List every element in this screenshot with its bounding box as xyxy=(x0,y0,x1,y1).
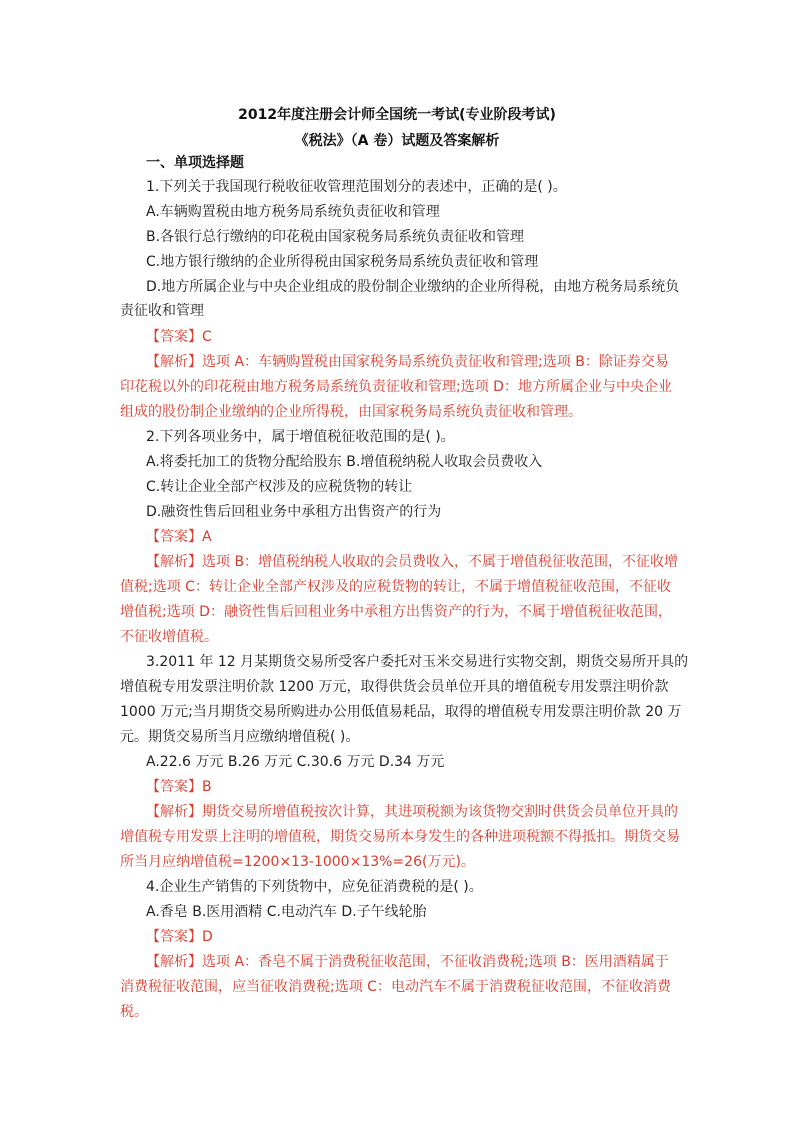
question-4-stem: 4.企业生产销售的下列货物中，应免征消费税的是( )。 xyxy=(146,879,483,895)
q3-explanation: 【解析】期货交易所增值税按次计算，其进项税额为该货物交割时供货会员单位开具的 xyxy=(146,804,678,820)
q2-options-ab: A.将委托加工的货物分配给股东 B.增值税纳税人收取会员费收入 xyxy=(146,454,543,470)
q4-options: A.香皂 B.医用酒精 C.电动汽车 D.子午线轮胎 xyxy=(146,904,427,920)
q2-explanation-cont: 值税;选项 C：转让企业全部产权涉及的应税货物的转让，不属于增值税征收范围，不征收 xyxy=(120,579,671,595)
q1-answer: 【答案】C xyxy=(146,329,212,345)
q4-answer: 【答案】D xyxy=(146,929,213,945)
question-3-stem-cont: 1000 万元;当月期货交易所购进办公用低值易耗品，取得的增值税专用发票注明价款 20 万 xyxy=(120,704,682,720)
q1-option-a: A.车辆购置税由地方税务局系统负责征收和管理 xyxy=(146,204,440,220)
q1-explanation-cont: 组成的股份制企业缴纳的企业所得税，由国家税务局系统负责征收和管理。 xyxy=(120,404,582,420)
section-heading: 一、单项选择题 xyxy=(146,155,244,171)
question-2-stem: 2.下列各项业务中，属于增值税征收范围的是( )。 xyxy=(146,429,455,445)
q4-explanation-cont: 税。 xyxy=(120,1004,148,1020)
question-3-stem-cont: 增值税专用发票注明价款 1200 万元，取得供货会员单位开具的增值税专用发票注明价款 xyxy=(120,679,669,695)
q2-option-c: C.转让企业全部产权涉及的应税货物的转让 xyxy=(146,479,413,495)
question-1-stem: 1.下列关于我国现行税收征收管理范围划分的表述中，正确的是( )。 xyxy=(146,179,567,195)
q1-option-d: D.地方所属企业与中央企业组成的股份制企业缴纳的企业所得税，由地方税务局系统负 xyxy=(146,279,680,295)
q3-answer: 【答案】B xyxy=(146,779,212,795)
q2-explanation: 【解析】选项 B：增值税纳税人收取的会员费收入，不属于增值税征收范围，不征收增 xyxy=(146,554,679,570)
q3-explanation-cont: 增值税专用发票上注明的增值税，期货交易所本身发生的各种进项税额不得抵扣。期货交易 xyxy=(120,829,680,845)
q2-explanation-cont: 不征收增值税。 xyxy=(120,629,218,645)
q4-explanation: 【解析】选项 A：香皂不属于消费税征收范围，不征收消费税;选项 B：医用酒精属于 xyxy=(146,954,669,970)
q1-option-d-cont: 责征收和管理 xyxy=(120,303,204,319)
q1-explanation-cont: 印花税以外的印花税由地方税务局系统负责征收和管理;选项 D：地方所属企业与中央企业 xyxy=(120,379,672,395)
q1-option-b: B.各银行总行缴纳的印花税由国家税务局系统负责征收和管理 xyxy=(146,229,525,245)
q1-explanation: 【解析】选项 A：车辆购置税由国家税务局系统负责征收和管理;选项 B：除证券交易 xyxy=(146,354,669,370)
question-3-stem: 3.2011 年 12 月某期货交易所受客户委托对玉米交易进行实物交割，期货交易所开具的 xyxy=(146,654,689,670)
q3-options: A.22.6 万元 B.26 万元 C.30.6 万元 D.34 万元 xyxy=(146,754,445,770)
document-subtitle: 《税法》（A 卷）试题及答案解析 xyxy=(294,133,500,149)
q2-explanation-cont: 增值税;选项 D：融资性售后回租业务中承租方出售资产的行为，不属于增值税征收范围， xyxy=(120,604,672,620)
q4-explanation-cont: 消费税征收范围，应当征收消费税;选项 C：电动汽车不属于消费税征收范围，不征收消费 xyxy=(120,979,671,995)
q2-option-d: D.融资性售后回租业务中承租方出售资产的行为 xyxy=(146,504,442,520)
document-title: 2012年度注册会计师全国统一考试(专业阶段考试) xyxy=(238,107,556,123)
q3-explanation-cont: 所当月应纳增值税=1200×13-1000×13%=26(万元)。 xyxy=(120,854,475,870)
q2-answer: 【答案】A xyxy=(146,529,212,545)
q1-option-c: C.地方银行缴纳的企业所得税由国家税务局系统负责征收和管理 xyxy=(146,254,539,270)
question-3-stem-cont: 元。期货交易所当月应缴纳增值税( )。 xyxy=(120,729,360,745)
